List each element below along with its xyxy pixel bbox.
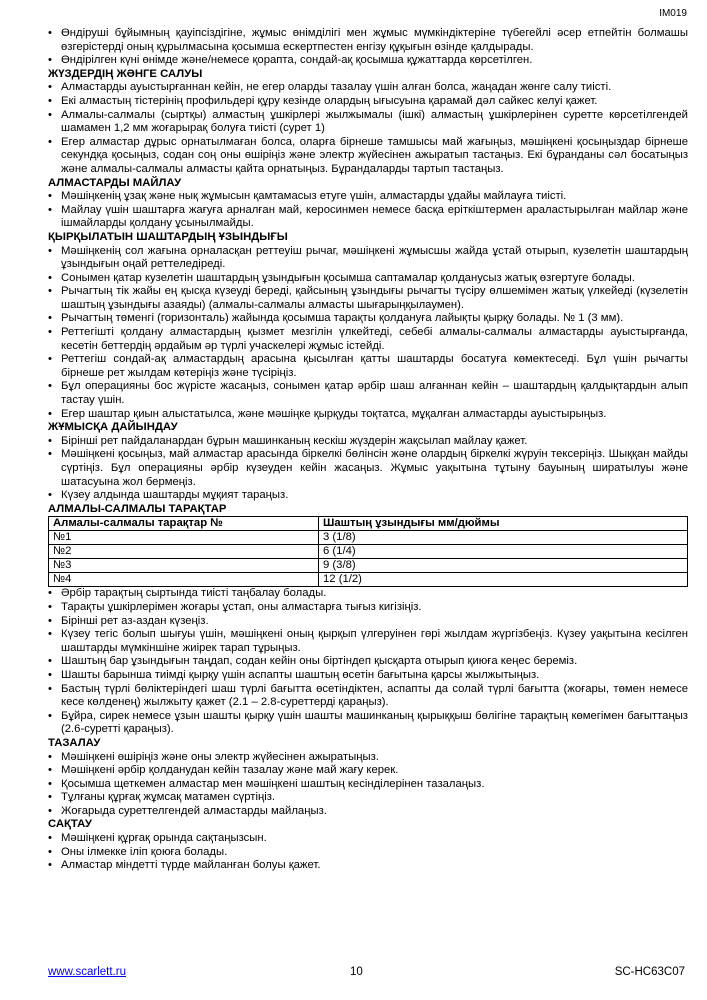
list-item: • Шаштың бар ұзындығын таңдап, содан кейін оны біртіндеп қысқарта отырып қиюға кеңес береміз.	[48, 655, 688, 669]
table-cell: №3	[49, 559, 319, 573]
list-item: • Әрбір тарақтың сыртында тиісті таңбалау болады.	[48, 587, 688, 601]
list-item: • Мәшіңкені өшіріңіз және оны электр жүйесінен ажыратыңыз.	[48, 751, 688, 765]
page-footer	[48, 966, 685, 978]
intro-item: • Өндірілген күні өнімде және/немесе қорапта, сондай-ақ қосымша құжаттарда көрсетілген.	[48, 54, 688, 68]
table-header-cell: Шаштың ұзындығы мм/дюймы	[319, 517, 688, 531]
table-cell: 12 (1/2)	[319, 573, 688, 587]
website-link[interactable]: www.scarlett.ru	[48, 966, 126, 978]
list-item: • Сонымен қатар кузелетін шаштардың ұзындығын қосымша саптамалар қолданусыз жатық өзгертуге болады.	[48, 272, 688, 286]
table-cell: №4	[49, 573, 319, 587]
list-item: • Рычагтың тік жайы ең қысқа күзеуді береді, қайсының ұзындығы рычагты түсіру өлшемімен жатық үлкейеді (күзелетін шаштың ұзындығы азаяды) (алмалы-салмалы алмасты шығарыңқылаумен).	[48, 285, 688, 312]
table-cell: №1	[49, 531, 319, 545]
table-cell: 9 (3/8)	[319, 559, 688, 573]
table-cell: 3 (1/8)	[319, 531, 688, 545]
section-title-length: ҚЫРҚЫЛАТЫН ШАШТАРДЫҢ ҰЗЫНДЫҒЫ	[48, 230, 288, 243]
section-title-prep: ЖҰМЫСҚА ДАЙЫНДАУ	[48, 421, 178, 434]
list-item: • Жоғарыда суреттелгендей алмастарды майлаңыз.	[48, 805, 688, 819]
intro-item: • Өндіруші бұйымның қауіпсіздігіне, жұмыс өнімділігі мен жұмыс мүмкіндіктеріне түбегейлі әсер етпейтін болмашы өзгерістерді оның құрылмасына қосымша ескертпестен енгізу құқығын өзінде қалдырады.	[48, 27, 688, 54]
section-title-cleaning: ТАЗАЛАУ	[48, 736, 101, 749]
list-item: • Бұйра, сирек немесе ұзын шашты қырқу үшін шашты машинканың қырыққыш бөлігіне тарақтың көмегімен бағыттаңыз (2.6-суретті қараңыз).	[48, 710, 688, 737]
list-item: • Оны ілмекке іліп қоюға болады.	[48, 846, 688, 860]
list-item: • Шашты барынша тиімді қырқу үшін аспапты шаштың өсетін бағытына қарсы жылжытыңыз.	[48, 669, 688, 683]
list-item: • Мәшіңкенің сол жағына орналасқан реттеуіш рычаг, мәшіңкені жұмысшы жайда ұстай отырып, кузелетін шаштардың ұзындығын оңай реттеледіреді.	[48, 245, 688, 272]
list-item: • Реттегішті қолдану алмастардың қызмет мезгілін үлкейтеді, себебі алмалы-салмалы алмастарды ауыстырғанда, кесетін беттердің әрдайым әр түрлі учаскелері жұмыс істейді.	[48, 326, 688, 353]
list-item: • Алмастар міндетті түрде майланған болуы қажет.	[48, 859, 688, 873]
list-item: • Қосымша щеткемен алмастар мен мәшіңкені шаштың кесінділерінен тазалаңыз.	[48, 778, 688, 792]
list-item: • Бастың түрлі бөліктеріндегі шаш түрлі бағытта өсетіндіктен, аспапты да солай түрлі бағытта (жоғары, төмен немесе кесе көлденең) жылжыту қажет (2.1 – 2.8-суреттерді қараңыз).	[48, 683, 688, 710]
list-item: • Егер алмастар дұрыс орнатылмаған болса, оларға бірнеше тамшысы май жағыңыз, мәшіңкені қосыңыздар бірнеше секундқа қосыңыз, содан соң оны өшіріңіз және электр жүйесінен ажыратып тастаңыз. Екі бұранданы сәл босатыңыз және алмалы-салмалы алмасты қайта орнатыңыз. Бұрандаларды тартып тастаңыз.	[48, 136, 688, 177]
section-title-combs: АЛМАЛЫ-САЛМАЛЫ ТАРАҚТАР	[48, 502, 227, 515]
table-row	[49, 531, 688, 545]
list-item: • Бірінші рет пайдаланардан бұрын машинканың кескіш жүздерін жақсылап майлау қажет.	[48, 435, 688, 449]
table-header-cell: Алмалы-салмалы тарақтар №	[49, 517, 319, 531]
table-row	[49, 573, 688, 587]
list-item: • Майлау үшін шаштарға жағуға арналған май, керосинмен немесе басқа еріткіштермен араластырылған майлар және ішмайларды қолдану ұсынылмайды.	[48, 204, 688, 231]
list-item: • Мәшіңкенің ұзақ және нық жұмысын қамтамасыз етуге үшін, алмастарды ұдайы майлауға тиісті.	[48, 190, 688, 204]
page-content	[48, 27, 688, 873]
section-title-oiling: АЛМАСТАРДЫ МАЙЛАУ	[48, 176, 182, 189]
list-item: • Тұлғаны құрғақ жұмсақ матамен сүртіңіз.	[48, 791, 688, 805]
table-row	[49, 559, 688, 573]
list-item: • Мәшіңкені әрбір қолданудан кейін тазалау және май жағу керек.	[48, 764, 688, 778]
list-item: • Бұл операцияны бос жүрісте жасаңыз, сонымен қатар әрбір шаш алғаннан кейін – шаштардың қалдықтардын алып тастау үшін.	[48, 380, 688, 407]
list-item: • Бірінші рет аз-аздан күзеңіз.	[48, 615, 688, 629]
table-cell: №2	[49, 545, 319, 559]
list-item: • Алмастарды ауыстырғаннан кейін, не егер оларды тазалау үшін алған болса, жаңадан жөнге салу тиісті.	[48, 81, 688, 95]
table-row	[49, 545, 688, 559]
list-item: • Күзеу тегіс болып шығуы үшін, мәшіңкені оның қырқып үлгеруінен гөрі жылдам жүргізбеңіз. Күзеу уақытына кесілген шаштарды мүмкіншіне жиірек тарап тұрыңыз.	[48, 628, 688, 655]
list-item: • Екі алмастың тістерінің профильдері құру кезінде олардың ығысуына қарамай дәл сайкес келуі қажет.	[48, 95, 688, 109]
list-item: • Реттегіш сондай-ақ алмастардың арасына қысылған қатты шаштарды босатуға көмектеседі. Бұл үшін рычагты бірнеше рет жылдам көтеріңіз және түсіріңіз.	[48, 353, 688, 380]
section-title-storage: САҚТАУ	[48, 818, 92, 831]
list-item: • Мәшіңкені қосыңыз, май алмастар арасында біркелкі бөлінсін және олардың біркелкі жүруін тексеріңіз. Шыққан майды сүртіңіз. Бұл операцияны әрбір күзеуден кейін жасаңыз. Жұмыс уақытына тұтыну бауының ширатылуы және шатасуына жол бермеңіз.	[48, 448, 688, 489]
table-header-row	[49, 517, 688, 531]
list-item: • Тарақты ұшкірлерімен жоғары ұстап, оны алмастарға тығыз кигізіңіз.	[48, 601, 688, 615]
list-item: • Күзеу алдында шаштарды мұқият тараңыз.	[48, 489, 688, 503]
list-item: • Мәшіңкені құрғақ орында сақтаңызсын.	[48, 832, 688, 846]
page-number: 10	[350, 966, 363, 978]
list-item: • Алмалы-салмалы (сыртқы) алмастың ұшкірлері жылжымалы (ішкі) алмастың ұшкірлерінен суретте көрсетілгендей шамамен 1,2 мм жоғарырақ болуға тиісті (сурет 1)	[48, 109, 688, 136]
document-code: IM019	[659, 8, 687, 19]
section-title-blades: ЖҮЗДЕРДІҢ ЖӘНГЕ САЛУЫ	[48, 67, 203, 80]
table-cell: 6 (1/4)	[319, 545, 688, 559]
list-item: • Рычагтың төменгі (горизонталь) жайында қосымша тарақты қолдануға лайықты қырқу болады. № 1 (3 мм).	[48, 312, 688, 326]
model-number: SC-HC63C07	[614, 966, 685, 978]
comb-size-table	[48, 516, 688, 587]
list-item: • Егер шаштар қиын алыстатылса, және мәшіңке қырқуды тоқтатса, мұқалған алмастарды ауыстырыңыз.	[48, 408, 688, 422]
